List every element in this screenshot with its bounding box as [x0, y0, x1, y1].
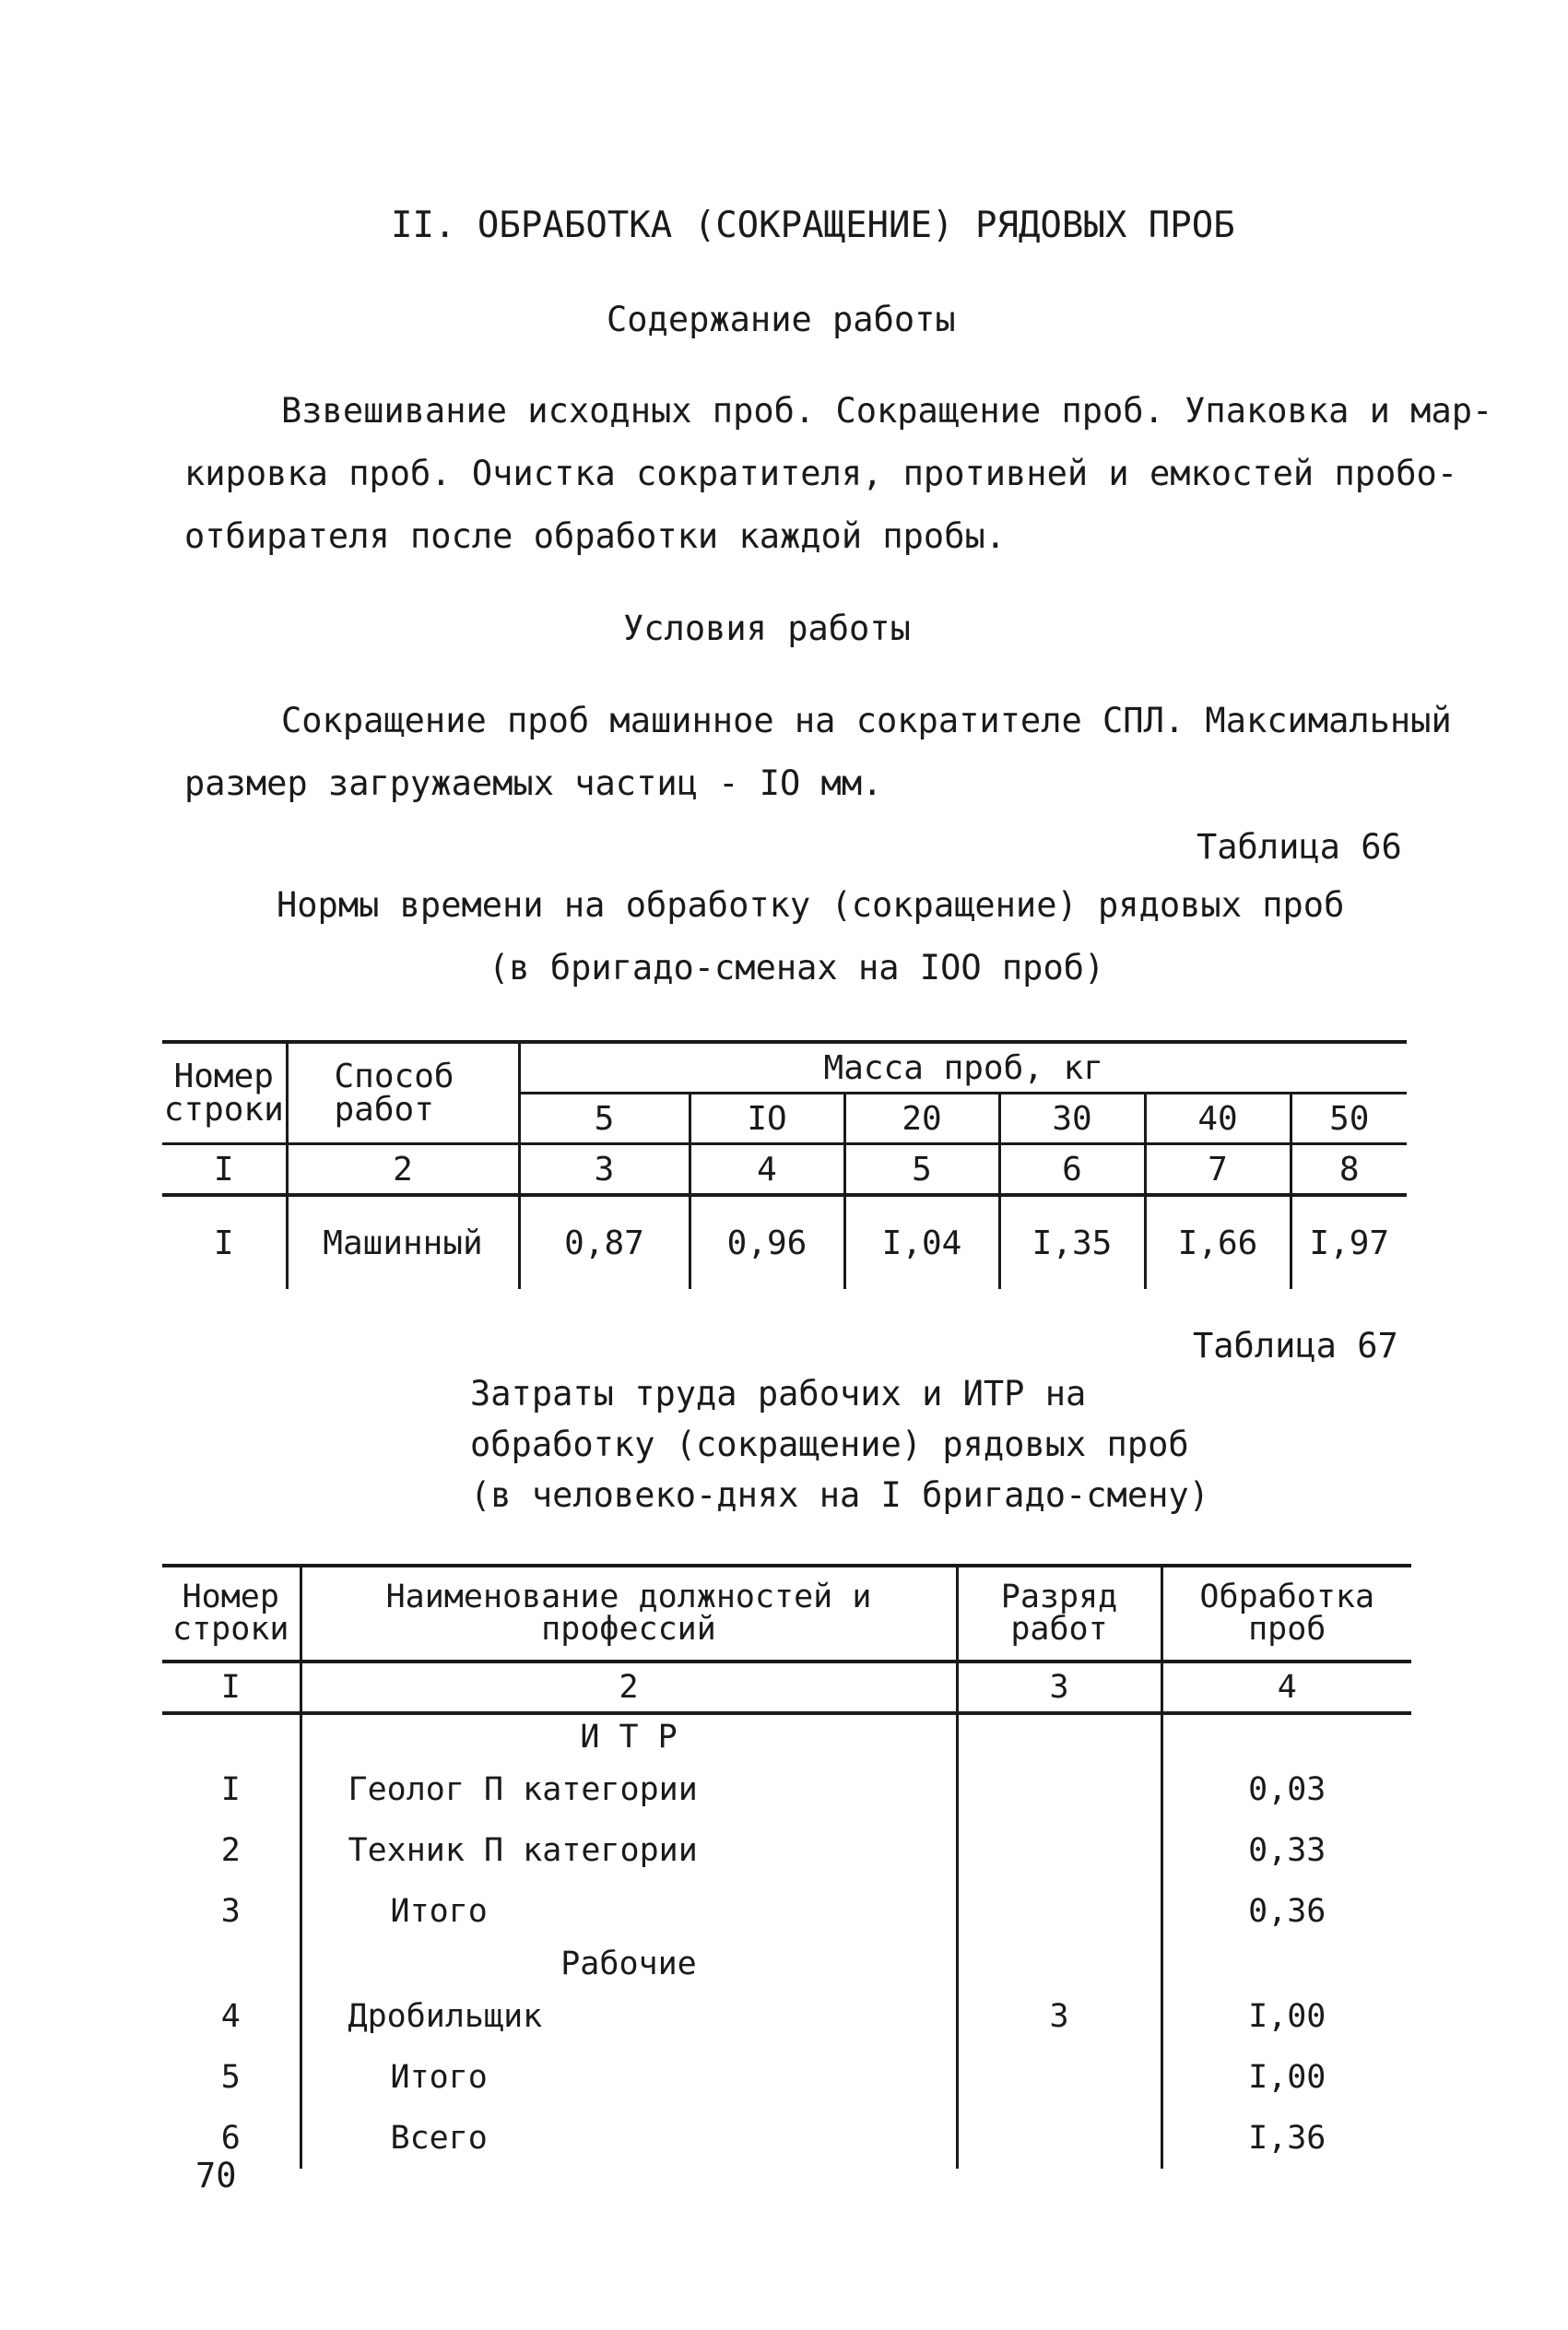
col-header-grade: Разряд работ	[957, 1566, 1161, 1662]
grade-cell	[957, 2047, 1161, 2108]
grade-cell: 3	[957, 1986, 1161, 2047]
col-header-method: Способ работ	[287, 1042, 519, 1144]
table-67-label: Таблица 67	[1193, 1326, 1398, 1366]
col-number: 2	[301, 1662, 957, 1713]
table-66-title: Нормы времени на обработку (сокращение) рядовых проб	[277, 885, 1345, 925]
table-67-title: (в человеко-днях на I бригадо-смену)	[470, 1475, 1209, 1515]
col-number: 8	[1291, 1144, 1407, 1196]
row-number: 3	[162, 1881, 301, 1942]
col-header-row-number: Номер строки	[162, 1566, 301, 1662]
value-cell: 0,36	[1248, 1893, 1326, 1930]
mass-50: 50	[1291, 1094, 1407, 1144]
row-number: 6	[162, 2108, 301, 2169]
row-number: 4	[162, 1986, 301, 2047]
value-cell: I,04	[844, 1195, 999, 1289]
table-67-title: обработку (сокращение) рядовых проб	[470, 1425, 1189, 1464]
content-line: отбирателя после обработки каждой пробы.	[184, 516, 1007, 556]
method-cell: Машинный	[287, 1195, 519, 1289]
mass-10: IO	[690, 1094, 844, 1144]
value-cell: 0,87	[519, 1195, 690, 1289]
row-number: I	[162, 1195, 287, 1289]
table-row	[162, 2047, 1411, 2108]
col-header-name: Наименование должностей и профессий	[301, 1566, 957, 1662]
col-number: 2	[287, 1144, 519, 1196]
col-number: 6	[999, 1144, 1145, 1196]
value-cell: 0,96	[690, 1195, 844, 1289]
col-number: 3	[519, 1144, 690, 1196]
table-66-label: Таблица 66	[1197, 827, 1402, 867]
table-row	[162, 2108, 1411, 2169]
table-67-title: Затраты труда рабочих и ИТР на	[470, 1374, 1087, 1413]
grade-cell	[957, 1820, 1161, 1881]
position-name: Техник П категории	[301, 1820, 957, 1881]
table-row	[162, 1759, 1411, 1820]
table-66-subtitle: (в бригадо-сменах на IOO проб)	[489, 948, 1105, 988]
content-title: Содержание работы	[607, 300, 956, 339]
table-67	[162, 1564, 1411, 2169]
table-row	[162, 1986, 1411, 2047]
table-row	[162, 1195, 1407, 1289]
value-cell: 0,03	[1248, 1771, 1326, 1808]
position-name: Дробильщик	[301, 1986, 957, 2047]
col-number: I	[162, 1144, 287, 1196]
value-cell: I,36	[1248, 2120, 1326, 2157]
conditions-line: Сокращение проб машинное на сократителе СПЛ. Максимальный	[281, 701, 1452, 740]
grade-cell	[957, 2108, 1161, 2169]
value-cell: I,00	[1248, 1998, 1326, 2035]
content-line: кировка проб. Очистка сократителя, противней и емкостей пробо-	[184, 454, 1458, 493]
col-header-row-number: Номер строки	[162, 1042, 287, 1144]
col-number: 5	[844, 1144, 999, 1196]
row-number: 5	[162, 2047, 301, 2108]
mass-5: 5	[519, 1094, 690, 1144]
value-cell: I,00	[1248, 2059, 1326, 2096]
conditions-title: Условия работы	[623, 609, 911, 648]
mass-30: 30	[999, 1094, 1145, 1144]
page-number: 70	[195, 2156, 237, 2195]
col-header-mass: Масса проб, кг	[519, 1042, 1407, 1094]
table-row	[162, 1820, 1411, 1881]
section-label-itr: И Т Р	[301, 1713, 957, 1759]
section-label-workers: Рабочие	[301, 1942, 957, 1986]
col-number: I	[162, 1662, 301, 1713]
col-number: 4	[1161, 1662, 1411, 1713]
conditions-line: размер загружаемых частиц - IO мм.	[184, 763, 883, 803]
grade-cell	[957, 1881, 1161, 1942]
col-number: 4	[690, 1144, 844, 1196]
position-name: Геолог П категории	[301, 1759, 957, 1820]
col-number: 7	[1145, 1144, 1291, 1196]
row-number: 2	[162, 1820, 301, 1881]
row-number: I	[162, 1759, 301, 1820]
grade-cell	[957, 1759, 1161, 1820]
value-cell: I,66	[1145, 1195, 1291, 1289]
col-header-processing: Обработка проб	[1161, 1566, 1411, 1662]
value-cell: I,97	[1309, 1224, 1390, 1262]
mass-20: 20	[844, 1094, 999, 1144]
value-cell: 0,33	[1248, 1832, 1326, 1869]
mass-40: 40	[1145, 1094, 1291, 1144]
section-heading: II. ОБРАБОТКА (СОКРАЩЕНИЕ) РЯДОВЫХ ПРОБ	[391, 205, 1235, 246]
content-line: Взвешивание исходных проб. Сокращение проб. Упаковка и мар-	[281, 391, 1493, 431]
table-row	[162, 1881, 1411, 1942]
position-name: Всего	[301, 2108, 957, 2169]
position-name: Итого	[301, 1881, 957, 1942]
table-66	[162, 1040, 1407, 1289]
col-number: 3	[957, 1662, 1161, 1713]
value-cell: I,35	[999, 1195, 1145, 1289]
position-name: Итого	[301, 2047, 957, 2108]
